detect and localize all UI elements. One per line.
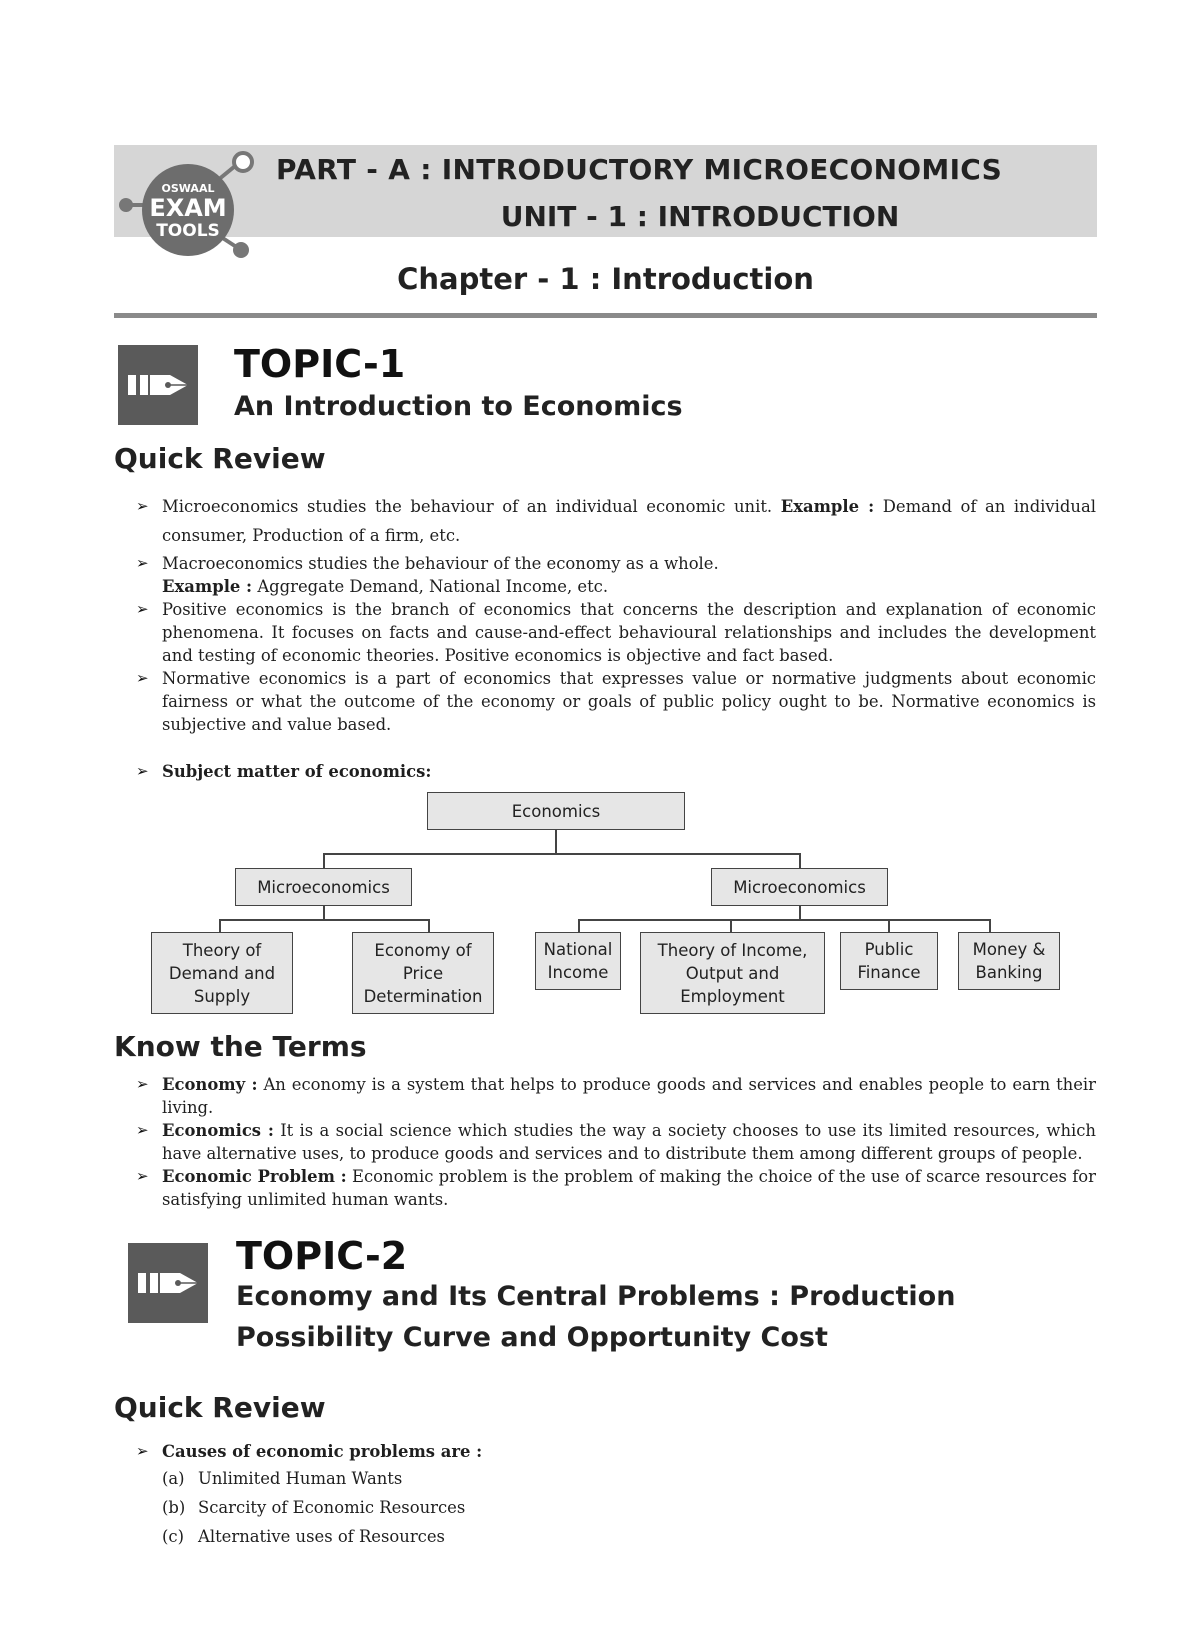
connector-line bbox=[323, 906, 325, 920]
connector-line bbox=[555, 830, 557, 854]
list-item: (b) Scarcity of Economic Resources bbox=[162, 1498, 466, 1517]
logo-text-exam: EXAM bbox=[149, 194, 227, 222]
diagram-leaf-demand-supply: Theory of Demand and Supply bbox=[151, 932, 293, 1014]
list-item: ➢ Economic Problem : Economic problem is the problem of making the choice of the use of scarce resources for satisfying unlimited human wants. bbox=[136, 1167, 1096, 1209]
causes-list bbox=[162, 1464, 465, 1551]
list-item: ➢ Positive economics is the branch of economics that concerns the description and explanation of economic phenomena. It focuses on facts and cause-and-effect behavioural relationships and includes the development and testing of economic theories. Positive economics is objective and fact based. bbox=[136, 600, 1096, 665]
logo-text-oswaal: OSWAAL bbox=[161, 182, 215, 195]
quick-review-heading-2: Quick Review bbox=[114, 1391, 326, 1424]
topic-2-title-line-2: Possibility Curve and Opportunity Cost bbox=[236, 1322, 828, 1353]
diagram-root-box: Economics bbox=[427, 792, 685, 830]
topic-1-number: TOPIC-1 bbox=[234, 342, 406, 386]
topic-1-review-list bbox=[136, 492, 1096, 736]
connector-line bbox=[323, 853, 325, 869]
chapter-divider bbox=[114, 313, 1097, 318]
connector-line bbox=[578, 919, 990, 921]
arrow-bullet-icon: ➢ bbox=[136, 1075, 149, 1093]
list-item: (c) Alternative uses of Resources bbox=[162, 1527, 445, 1546]
connector-line bbox=[219, 919, 429, 921]
connector-line bbox=[799, 853, 801, 869]
diagram-leaf-price-determination: Economy of Price Determination bbox=[352, 932, 494, 1014]
diagram-right-branch-box: Microeconomics bbox=[711, 868, 888, 906]
diagram-leaf-national-income: National Income bbox=[535, 932, 621, 990]
oswaal-exam-tools-logo bbox=[118, 150, 268, 270]
know-terms-list bbox=[136, 1073, 1096, 1211]
causes-label-item bbox=[136, 1440, 1096, 1463]
connector-line bbox=[989, 919, 991, 933]
list-item: ➢ Microeconomics studies the behaviour of an individual economic unit. Example : Demand of an individual consumer, Production of a firm, etc. bbox=[136, 492, 1096, 550]
arrow-bullet-icon: ➢ bbox=[136, 1167, 149, 1185]
know-the-terms-heading: Know the Terms bbox=[114, 1030, 367, 1063]
topic-1-title: An Introduction to Economics bbox=[234, 391, 683, 422]
connector-line bbox=[428, 919, 430, 933]
list-item: ➢ Normative economics is a part of economics that expresses value or normative judgments about economic fairness or what the outcome of the economy or goals of public policy ought to be. Normative economics is subjective and value based. bbox=[136, 669, 1096, 734]
connector-line bbox=[888, 919, 890, 933]
connector-line bbox=[730, 919, 732, 933]
arrow-bullet-icon: ➢ bbox=[136, 600, 149, 618]
subject-matter-item bbox=[136, 760, 1096, 783]
list-item: (a) Unlimited Human Wants bbox=[162, 1469, 403, 1488]
list-item: ➢ Causes of economic problems are : bbox=[136, 1442, 483, 1461]
arrow-bullet-icon: ➢ bbox=[136, 762, 149, 780]
pen-nib-icon bbox=[128, 1243, 208, 1323]
diagram-left-branch-box: Microeconomics bbox=[235, 868, 412, 906]
topic-2-number: TOPIC-2 bbox=[236, 1234, 408, 1278]
diagram-leaf-income-output-employment: Theory of Income, Output and Employment bbox=[640, 932, 825, 1014]
arrow-bullet-icon: ➢ bbox=[136, 1121, 149, 1139]
list-item: ➢ Macroeconomics studies the behaviour of the economy as a whole. Example : Aggregate Demand, National Income, etc. bbox=[136, 554, 719, 596]
list-item: ➢ Subject matter of economics: bbox=[136, 762, 432, 781]
connector-line bbox=[219, 919, 221, 933]
pen-nib-icon bbox=[118, 345, 198, 425]
topic-2-title-line-1: Economy and Its Central Problems : Production bbox=[236, 1281, 956, 1312]
quick-review-heading: Quick Review bbox=[114, 442, 326, 475]
connector-line bbox=[323, 853, 800, 855]
arrow-bullet-icon: ➢ bbox=[136, 554, 149, 572]
arrow-bullet-icon: ➢ bbox=[136, 497, 149, 515]
part-title: PART - A : INTRODUCTORY MICROECONOMICS bbox=[276, 153, 1003, 186]
list-item: ➢ Economy : An economy is a system that helps to produce goods and services and enables people to earn their living. bbox=[136, 1075, 1096, 1117]
arrow-bullet-icon: ➢ bbox=[136, 1442, 149, 1460]
logo-text-tools: TOOLS bbox=[156, 221, 220, 241]
chapter-title: Chapter - 1 : Introduction bbox=[397, 262, 814, 296]
connector-line bbox=[578, 919, 580, 933]
list-item: ➢ Economics : It is a social science which studies the way a society chooses to use its limited resources, which have alternative uses, to produce goods and services and to distribute them among different groups of people. bbox=[136, 1121, 1096, 1163]
diagram-leaf-money-banking: Money & Banking bbox=[958, 932, 1060, 990]
diagram-leaf-public-finance: Public Finance bbox=[840, 932, 938, 990]
arrow-bullet-icon: ➢ bbox=[136, 669, 149, 687]
unit-title: UNIT - 1 : INTRODUCTION bbox=[500, 200, 900, 233]
connector-line bbox=[799, 906, 801, 920]
